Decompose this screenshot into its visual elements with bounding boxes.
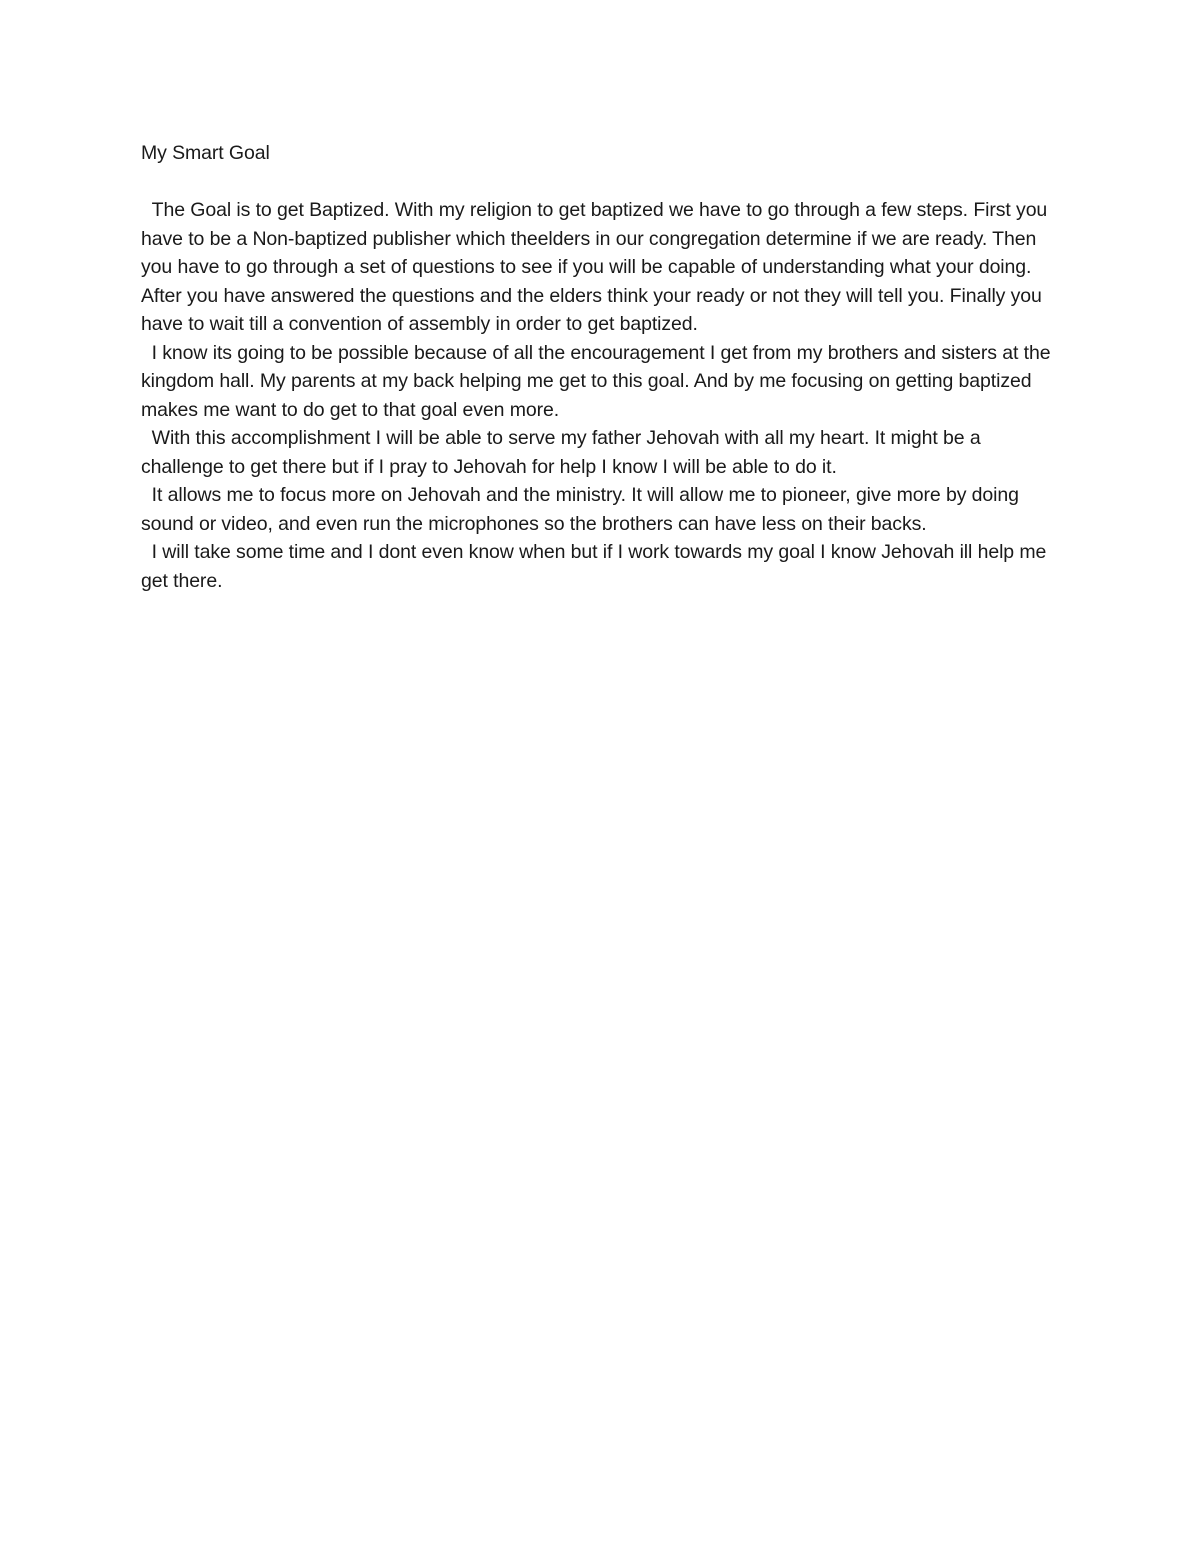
paragraph-focus: It allows me to focus more on Jehovah and the ministry. It will allow me to pioneer, give more by doing sound or video, and even run the microphones so the brothers can have less on their backs. <box>141 484 1025 535</box>
document-body <box>141 139 1066 595</box>
paragraph-timeline: I will take some time and I dont even know when but if I work towards my goal I know Jehovah ill help me get there. <box>141 541 1052 592</box>
paragraph-possibility: I know its going to be possible because of all the encouragement I get from my brothers and sisters at the kingdom hall. My parents at my back helping me get to this goal. And by me focusing on getting baptized makes me want to do get to that goal even more. <box>141 341 1056 421</box>
document-title: My Smart Goal <box>141 142 270 164</box>
paragraph-goal: The Goal is to get Baptized. With my religion to get baptized we have to go through a few steps. First you have to be a Non-baptized publisher which theelders in our congregation determine if we are ready. Then you have to go through a set of questions to see if you will be capable of understanding what your doing. After you have answered the questions and the elders think your ready or not they will tell you. Finally you have to wait till a convention of assembly in order to get baptized. <box>141 199 1053 335</box>
title-spacer <box>141 168 1066 197</box>
paragraph-accomplishment: With this accomplishment I will be able to serve my father Jehovah with all my heart. It might be a challenge to get there but if I pray to Jehovah for help I know I will be able to do it. <box>141 427 986 478</box>
